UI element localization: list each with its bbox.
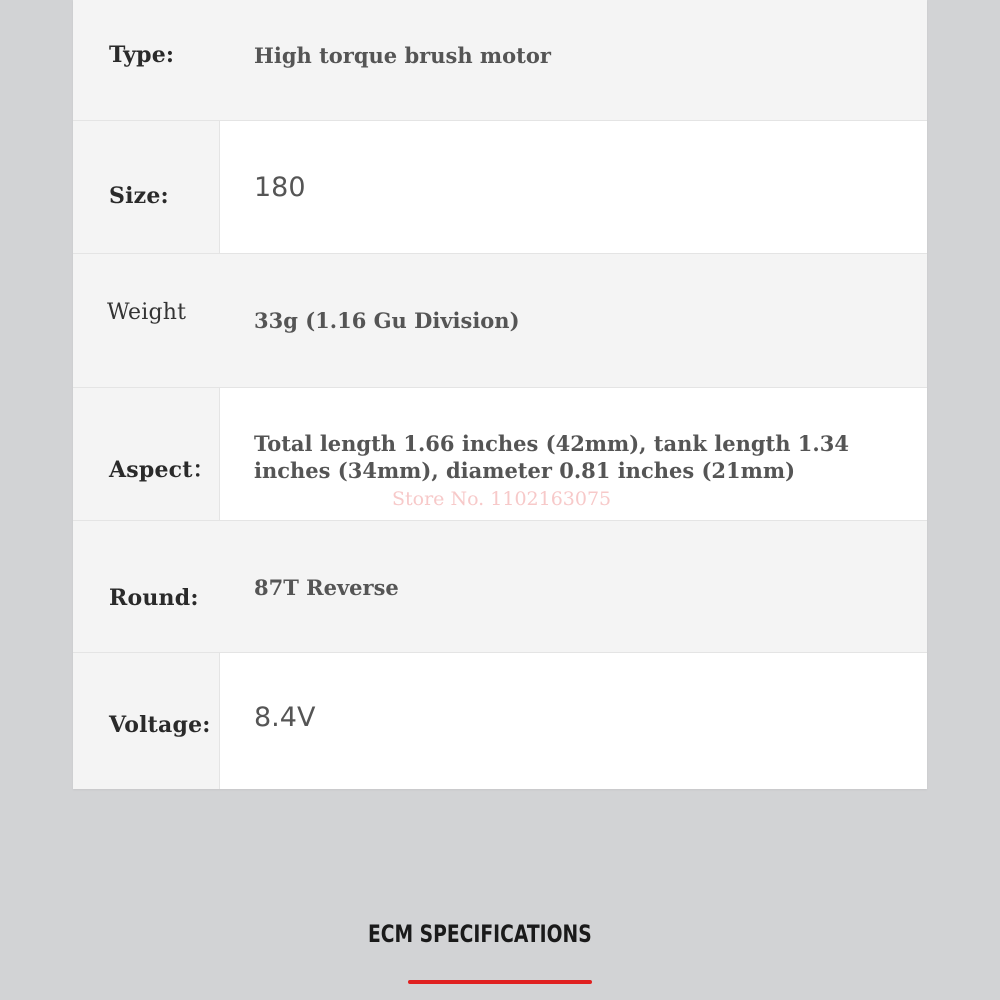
section-title: ECM SPECIFICATIONS <box>368 920 592 948</box>
spec-value-cell <box>220 0 927 120</box>
spec-value: High torque brush motor <box>254 43 551 68</box>
spec-label: Aspect： <box>109 457 215 483</box>
spec-label-cell <box>73 0 220 120</box>
spec-row-voltage <box>73 653 927 789</box>
spec-value: 8.4V <box>254 702 316 733</box>
spec-label: Type: <box>109 42 175 68</box>
spec-label-cell <box>73 121 220 253</box>
spec-label: Voltage: <box>109 712 211 738</box>
spec-value-cell <box>220 121 927 253</box>
spec-label-cell <box>73 521 220 652</box>
section-title-underline <box>408 980 592 984</box>
spec-label: Round: <box>109 585 199 611</box>
spec-value: 180 <box>254 172 306 203</box>
spec-label-cell <box>73 254 220 387</box>
spec-row-round <box>73 521 927 653</box>
spec-row-size <box>73 121 927 254</box>
spec-label: Weight <box>107 300 187 325</box>
spec-value: 33g (1.16 Gu Division) <box>254 308 520 333</box>
spec-value: Total length 1.66 inches (42mm), tank length 1.34 inches (34mm), diameter 0.81 inches (21mm) <box>254 431 849 483</box>
spec-label: Size: <box>109 183 169 209</box>
spec-value-cell <box>220 653 927 789</box>
spec-value-cell <box>220 521 927 652</box>
spec-row-type <box>73 0 927 121</box>
section-heading <box>368 920 592 960</box>
spec-row-weight <box>73 254 927 388</box>
spec-label-cell <box>73 388 220 520</box>
spec-table <box>73 0 927 789</box>
spec-value: 87T Reverse <box>254 575 399 600</box>
store-watermark: Store No. 1102163075 <box>392 488 612 510</box>
spec-value-cell <box>220 254 927 387</box>
spec-label-cell <box>73 653 220 789</box>
